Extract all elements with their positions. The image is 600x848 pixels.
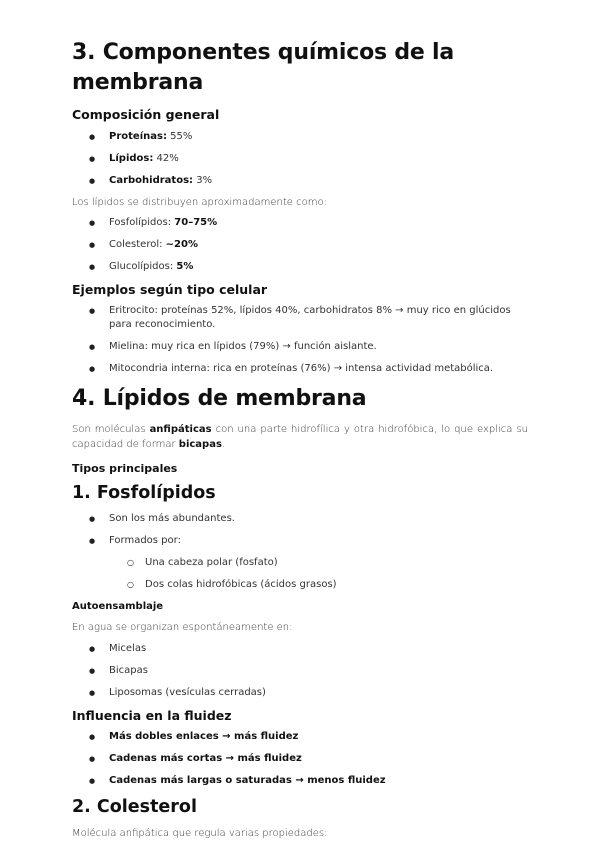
list-item: ● Cadenas más cortas → más fluidez: [72, 752, 528, 766]
list-item: ● Liposomas (vesículas cerradas): [72, 686, 528, 700]
list-item: ● Formados por:: [72, 534, 528, 548]
lipids-intro-paragraph: Son moléculas anfipáticas con una parte hidrofílica y otra hidrofóbica, lo que explica su capacidad de formar bicapas.: [72, 424, 528, 450]
fluidity-heading: Influencia en la fluidez: [72, 708, 232, 723]
list-item: ● Carbohidratos: 3%: [72, 174, 528, 188]
section-3-title: 3. Componentes químicos de la membrana: [72, 40, 455, 95]
list-item: ● Glucolípidos: 5%: [72, 260, 528, 274]
list-item: ● Mielina: muy rica en lípidos (79%) → función aislante.: [72, 340, 528, 354]
list-item: ● Micelas: [72, 642, 528, 656]
examples-list: [72, 304, 528, 376]
types-heading: Tipos principales: [72, 462, 178, 475]
section-4-title: 4. Lípidos de membrana: [72, 386, 367, 411]
self-assembly-intro: En agua se organizan espontáneamente en:: [72, 622, 293, 633]
list-item: ● Bicapas: [72, 664, 528, 678]
fluidity-list: [72, 730, 528, 788]
lipid-distribution-list: [72, 216, 528, 274]
self-assembly-heading: Autoensamblaje: [72, 601, 164, 612]
cholesterol-intro: Molécula anfipática que regula varias propiedades:: [72, 828, 328, 839]
cholesterol-title: 2. Colesterol: [72, 797, 197, 817]
list-item: ● Fosfolípidos: 70–75%: [72, 216, 528, 230]
sub-list-item: ○ Dos colas hidrofóbicas (ácidos grasos): [72, 578, 528, 592]
sub-list-item: ○ Una cabeza polar (fosfato): [72, 556, 528, 570]
self-assembly-list: [72, 642, 528, 700]
list-item: ● Cadenas más largas o saturadas → menos fluidez: [72, 774, 528, 788]
list-item: ● Eritrocito: proteínas 52%, lípidos 40%, carbohidratos 8% → muy rico en glúcidos para reconocimiento.: [72, 304, 528, 332]
phospholipids-title: 1. Fosfolípidos: [72, 483, 216, 503]
list-item: ● Son los más abundantes.: [72, 512, 528, 526]
lipids-intro: Los lípidos se distribuyen aproximadamente como:: [72, 197, 327, 208]
composition-list: [72, 130, 528, 188]
examples-heading: Ejemplos según tipo celular: [72, 282, 268, 297]
composition-heading: Composición general: [72, 107, 220, 122]
list-item: ● Lípidos: 42%: [72, 152, 528, 166]
document-page: [72, 38, 528, 841]
list-item: ● Proteínas: 55%: [72, 130, 528, 144]
list-item: ● Mitocondria interna: rica en proteínas (76%) → intensa actividad metabólica.: [72, 362, 528, 376]
phospholipids-list: [72, 512, 528, 592]
list-item: ● Más dobles enlaces → más fluidez: [72, 730, 528, 744]
list-item: ● Colesterol: ~20%: [72, 238, 528, 252]
